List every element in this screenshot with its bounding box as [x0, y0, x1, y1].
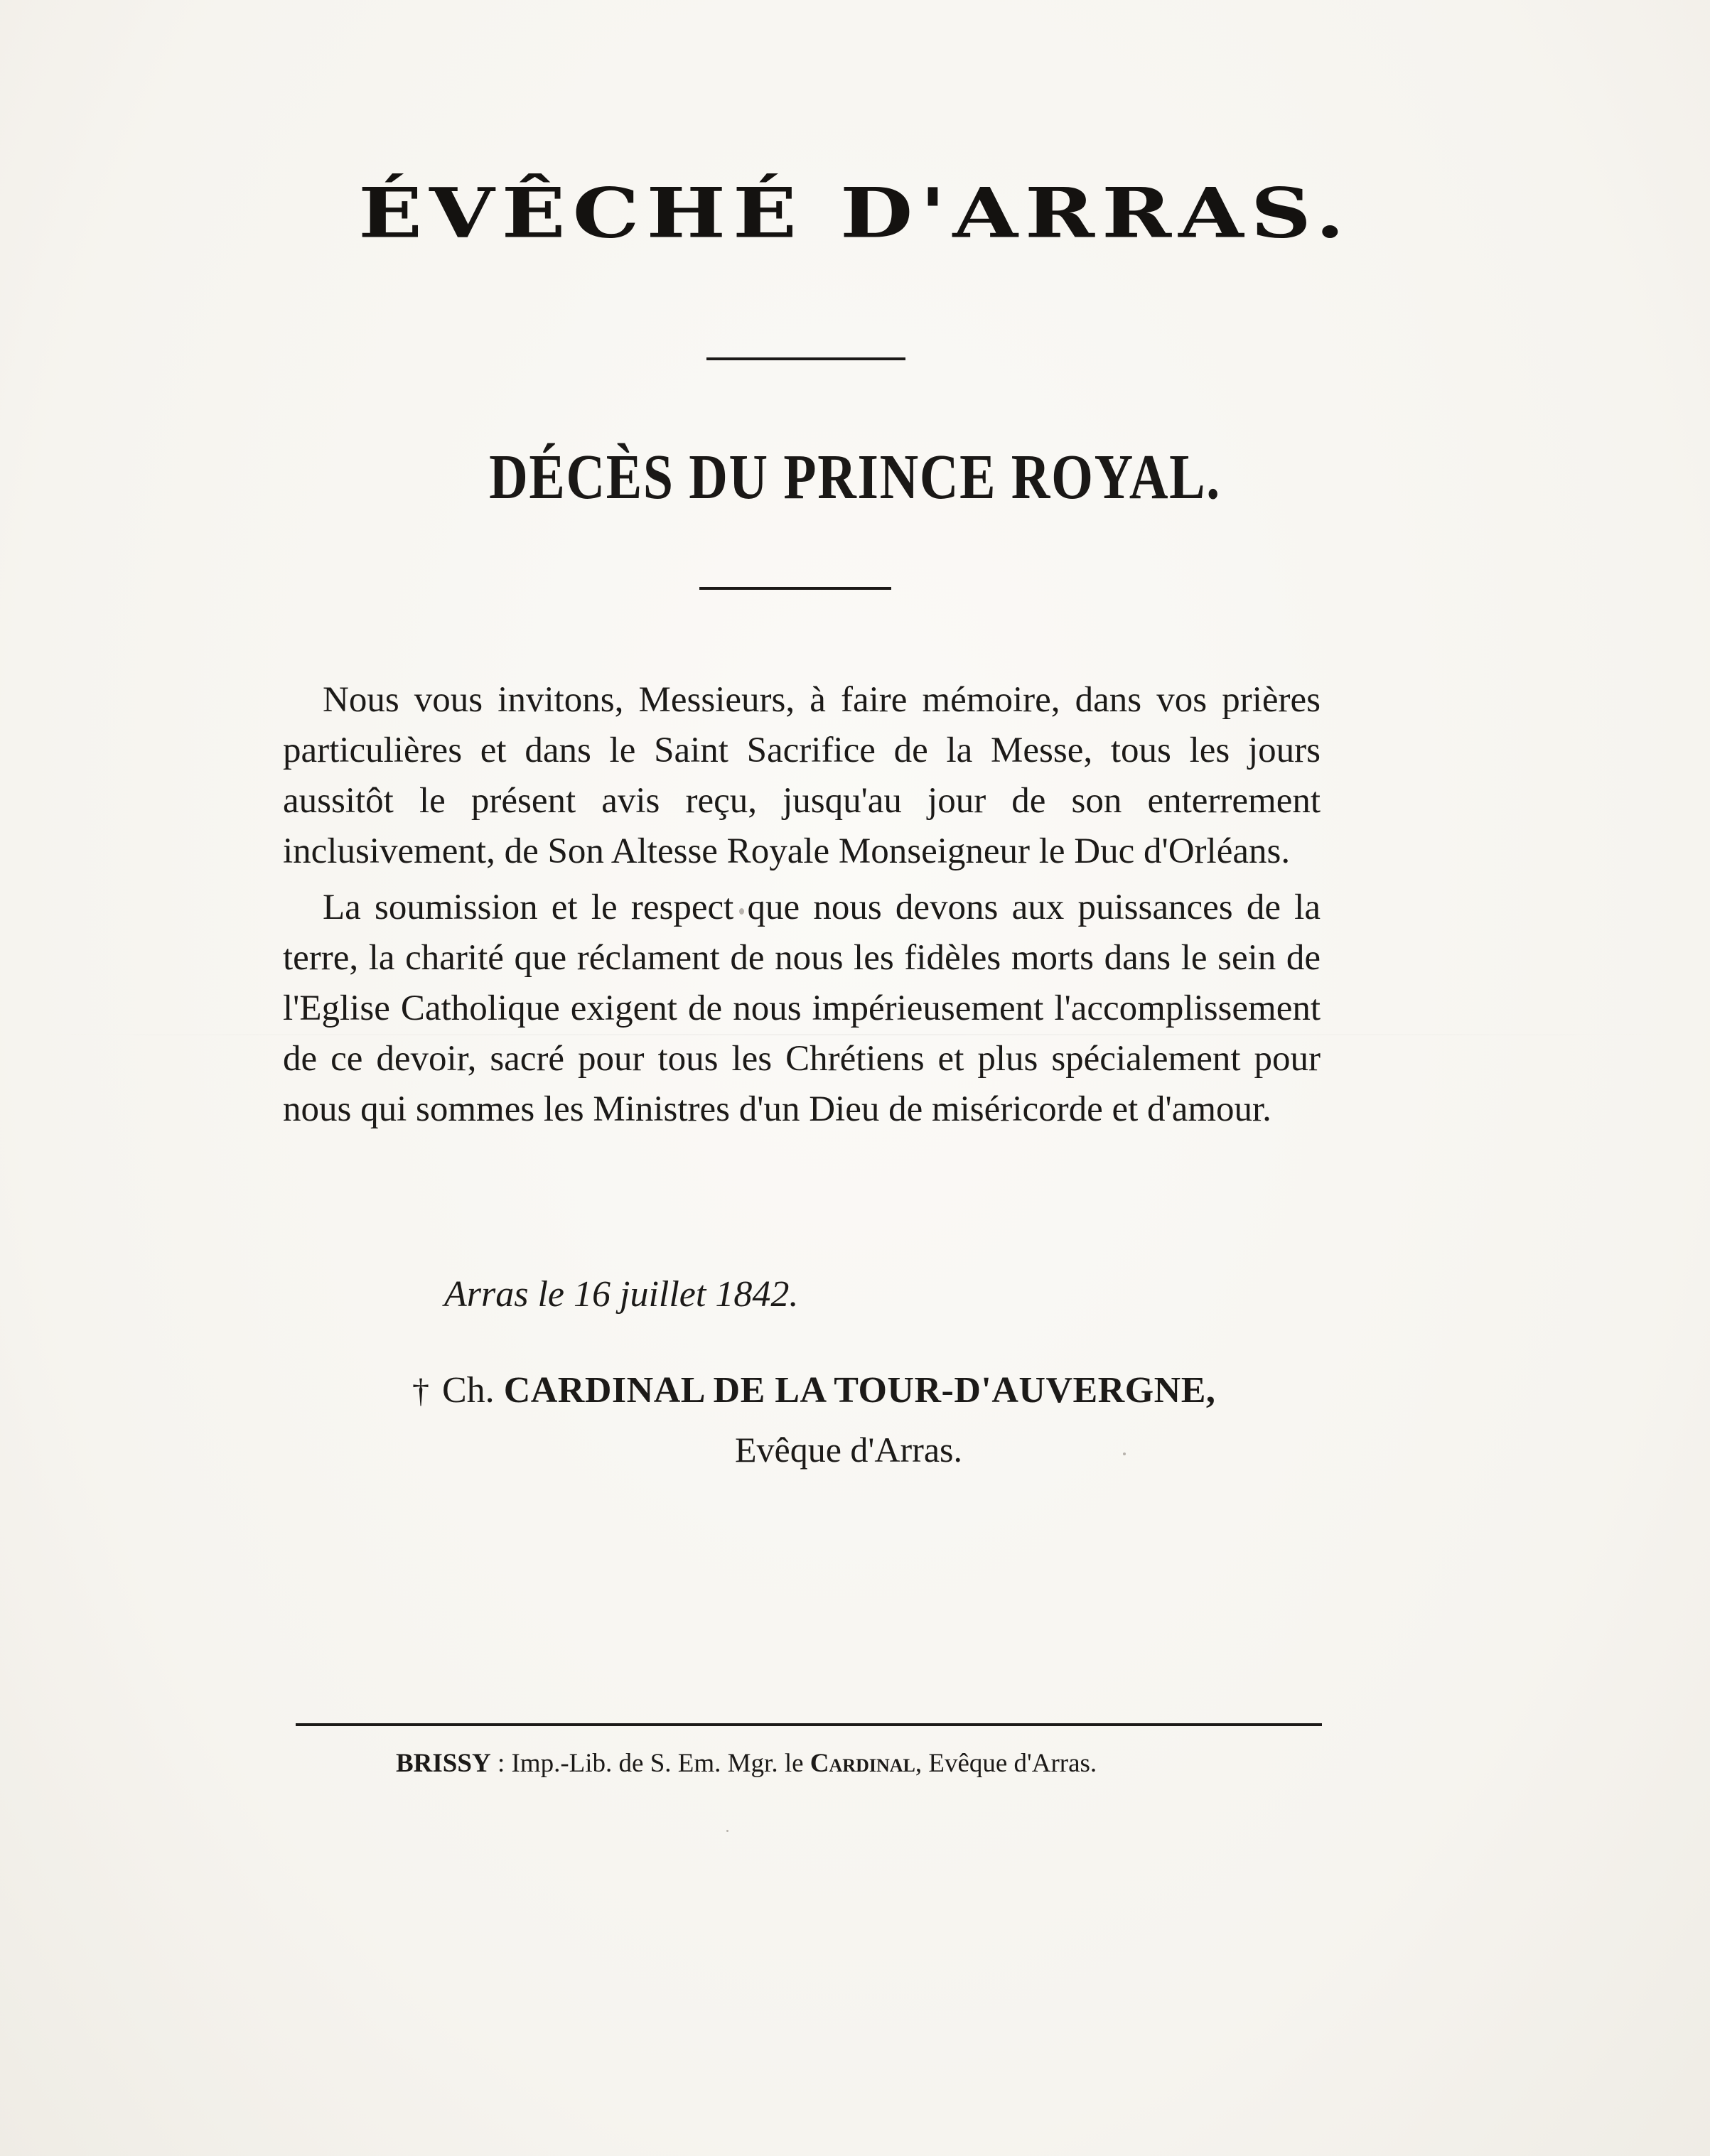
page-title: ÉVÊCHÉ D'ARRAS.	[358, 172, 1352, 254]
ink-speck	[726, 1830, 728, 1832]
ink-speck	[739, 908, 744, 915]
notice-paragraph: Nous vous invitons, Messieurs, à faire mémoire, dans vos prières particulières et dans le Saint Sacrifice de la Messe, tous les jours aussitôt le présent avis reçu, jusqu'au jour de son enterrement inclusivement, de Son Altesse Royale Monseigneur le Duc d'Orléans.	[283, 680, 1321, 871]
notice-paragraph: La soumission et le respect que nous devons aux puissances de la terre, la charité que réclament de nous les fidèles morts dans le sein de l'Eglise Catholique exigent de nous impérieusement l'accomplissement de ce devoir, sacré pour tous les Chrétiens et plus spécialement pour nous qui sommes les Ministres d'un Dieu de miséricorde et d'amour.	[283, 888, 1321, 1129]
date-line: Arras le 16 juillet 1842.	[444, 1274, 799, 1315]
signature-prefix: Ch.	[442, 1370, 495, 1411]
ink-speck	[1123, 1452, 1126, 1455]
footer-rule	[296, 1723, 1322, 1726]
signatory-title: Evêque d'Arras.	[735, 1430, 962, 1470]
notice-body	[283, 675, 1321, 1135]
printer-imprint	[396, 1744, 1097, 1784]
cross-icon: †	[412, 1372, 429, 1410]
page-subtitle: DÉCÈS DU PRINCE ROYAL.	[489, 442, 1221, 512]
imprint-cardinal: Cardinal	[810, 1749, 915, 1778]
printer-name: BRISSY	[396, 1749, 491, 1778]
imprint-text: Imp.-Lib. de S. Em. Mgr. le	[511, 1749, 810, 1778]
imprint-text-end: , Evêque d'Arras.	[915, 1749, 1097, 1778]
signatory-name: CARDINAL DE LA TOUR-D'AUVERGNE,	[503, 1370, 1216, 1411]
divider-rule	[699, 587, 891, 590]
signature-line	[412, 1366, 1215, 1416]
imprint-separator: :	[490, 1749, 512, 1778]
divider-rule	[706, 357, 905, 360]
